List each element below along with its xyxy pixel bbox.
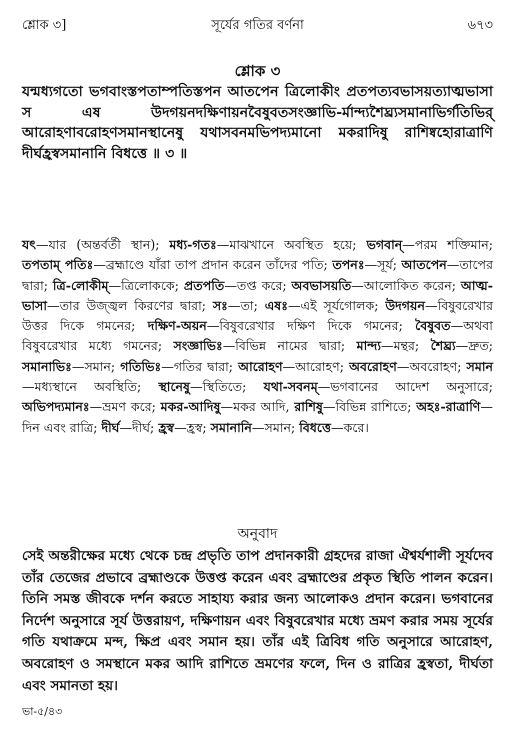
synonym-entry: আত্ম-ভাসা—তার উজ্জ্বল কিরণের দ্বারা; — [22, 277, 493, 313]
synonym-meaning: গতির দ্বারা; — [173, 358, 234, 374]
synonym-term: যথা-সবনম্ — [263, 379, 318, 395]
synonym-term: শৈঘ্র্য — [430, 338, 456, 354]
synonym-meaning: পরম শক্তিমান; — [414, 237, 493, 252]
synonym-entry: অবরোহণ—অবরোহণ; — [349, 358, 462, 374]
synonym-term: দীর্ঘ — [101, 419, 120, 435]
synonym-meaning: মকর আদি, — [233, 399, 290, 415]
synonym-entry: বিধত্তে—করে। — [299, 419, 369, 435]
synonym-entry: যথা-সবনম্—ভগবানের আদেশ অনুসারে; — [263, 379, 493, 395]
synonym-entry: অভিপদ্যমানঃ—ভ্রমণ করে; — [22, 399, 156, 415]
synonym-term: দক্ষিণ-অয়ন — [147, 318, 207, 334]
synonym-meaning: যার (অন্তর্বর্তী স্থান); — [48, 237, 160, 252]
synonym-term: আত্ম-ভাসা — [22, 277, 493, 313]
header-chapter-title: সূর্যের গতির বর্ণনা — [211, 18, 304, 33]
synonym-meaning: করে। — [343, 419, 369, 435]
synonym-entry: রাশিষু—বিভিন্ন রাশিতে; — [294, 399, 412, 415]
synonym-term: অহঃ-রাত্রাণি — [416, 399, 481, 415]
translation-paragraph: সেই অন্তরীক্ষের মধ্যে থেকে চন্দ্র প্রভৃতি তাপ প্রদানকারী গ্রহদের রাজা ঐশ্বর্যশালী সূর্যদেব তাঁর তেজের প্রভাবে ব্রহ্মাণ্ডকে উত্তপ্ত করেন এবং ব্রহ্মাণ্ডের প্রকৃত স্থিতি পালন করেন। তিনি সমস্ত জীবকে দর্শন করতে সাহায্য করার জন্য আলোকও প্রদান করেন। ভগবানের নির্দেশ অনুসারে সূর্য উত্তরায়ণ, দক্ষিণায়ন এবং বিষুবরেখার মধ্যে ভ্রমণ করার সময় সূর্যের গতি যথাক্রমে মন্দ, ক্ষিপ্র এবং সমান হয়। তাঁর এই ত্রিবিধ গতি অনুসারে আরোহণ, অবরোহণ ও সমস্থানে মকর আদি রাশিতে ভ্রমণের ফলে, দিন ও রাত্রির হ্রস্বতা, দীর্ঘতা এবং সমানতা হয়। — [22, 548, 493, 694]
synonym-term: আরোহণ — [238, 358, 283, 374]
verse-heading: শ্লোক ৩ — [234, 62, 281, 80]
synonym-meaning: সমান; — [264, 419, 296, 435]
synonym-term: ত্রি-লোকীম্ — [52, 277, 109, 293]
synonym-term: মকর-আদিষু — [160, 399, 221, 415]
synonym-meaning: অবরোহণ; — [409, 358, 462, 374]
synonym-entry: প্রতপতি—তপ্ত করে; — [183, 277, 287, 293]
synonym-entry: সমানানি—সমান; — [210, 419, 296, 435]
synonym-entry: ত্রি-লোকীম্—ত্রিলোককে; — [52, 277, 179, 293]
synonym-entry: তপনঃ—সূর্য; — [332, 257, 397, 273]
synonym-entry: সংজ্ঞাভিঃ—বিভিন্ন নামের দ্বারা; — [173, 338, 346, 354]
synonym-term: প্রতপতি — [183, 277, 225, 293]
synonym-meaning: সূর্য; — [377, 257, 397, 273]
synonym-meaning: সমান; — [84, 358, 116, 374]
synonym-meaning: মন্থর; — [393, 338, 420, 354]
page-header — [22, 16, 493, 38]
synonym-meaning: বিভিন্ন রাশিতে; — [335, 399, 412, 415]
synonym-term: গতিভিঃ — [120, 358, 162, 374]
synonym-term: এষঃ — [264, 297, 288, 313]
synonym-meaning: দীর্ঘ; — [132, 419, 155, 435]
synonym-meaning: তা; — [240, 297, 258, 313]
synonym-meaning: বিষুবরেখার উত্তর দিকে গমনের; — [22, 297, 493, 334]
synonym-meaning: বিষুবরেখার দক্ষিণ দিকে গমনের; — [219, 318, 403, 334]
synonym-term: হ্রস্ব — [158, 419, 175, 435]
synonym-entry: গতিভিঃ—গতির দ্বারা; — [120, 358, 234, 374]
synonym-meaning: স্থিতিতে; — [202, 379, 247, 395]
synonym-meaning: ভগবানের আদেশ অনুসারে; — [330, 379, 493, 395]
synonym-meaning: দ্রুত; — [468, 338, 494, 354]
header-verse-ref: শ্লোক ৩] — [22, 18, 67, 33]
word-for-word-synonyms — [22, 235, 493, 438]
synonym-meaning: আরোহণ; — [295, 358, 345, 374]
synonym-entry: দক্ষিণ-অয়ন—বিষুবরেখার দক্ষিণ দিকে গমনের; — [147, 318, 403, 334]
synonym-entry: স্থানেষু—স্থিতিতে; — [158, 379, 247, 395]
synonym-term: সমানানি — [210, 419, 252, 435]
synonym-entry: দীর্ঘ—দীর্ঘ; — [101, 419, 155, 435]
synonym-term: ভগবান্ — [366, 237, 403, 252]
synonym-entry: আতপেন—তাপের দ্বারা; — [22, 257, 493, 293]
synonym-meaning: দিন এবং রাত্রি; — [22, 419, 98, 435]
translation-heading: অনুবাদ — [237, 526, 278, 542]
synonym-entry: সঃ—তা; — [212, 297, 258, 313]
synonym-term: মান্দ্য — [356, 338, 381, 354]
synonym-entry: মকর-আদিষু—মকর আদি, — [160, 399, 290, 415]
synonym-entry: যৎ—যার (অন্তর্বর্তী স্থান); — [22, 237, 160, 252]
synonym-term: সঃ — [212, 297, 228, 313]
synonym-meaning: হ্রস্ব; — [186, 419, 207, 435]
synonym-entry: হ্রস্ব—হ্রস্ব; — [158, 419, 207, 435]
synonym-meaning: তার উজ্জ্বল কিরণের দ্বারা; — [59, 297, 206, 313]
synonym-entry: আরোহণ—আরোহণ; — [238, 358, 345, 374]
synonym-term: সমানাভিঃ — [22, 358, 72, 374]
page-footer-signature: ভা-৫/৪৩ — [22, 705, 63, 718]
synonym-entry: এষঃ—এই সূর্যগোলক; — [264, 297, 379, 313]
synonym-entry: মান্দ্য—মন্থর; — [356, 338, 420, 354]
synonym-meaning: এই সূর্যগোলক; — [300, 297, 379, 313]
synonym-meaning: অথবা বিষুবরেখার মধ্যে গমনের; — [22, 318, 493, 354]
synonym-entry: বৈষুবত—অথবা বিষুবরেখার মধ্যে গমনের; — [22, 318, 493, 354]
synonym-term: আতপেন — [401, 257, 447, 273]
synonym-entry: অহঃ-রাত্রাণি—দিন এবং রাত্রি; — [22, 399, 494, 435]
synonym-entry: মধ্য-গতঃ—মাঝখানে অবস্থিত হয়ে; — [169, 237, 357, 252]
synonym-term: সংজ্ঞাভিঃ — [173, 338, 223, 354]
synonym-entry: সমান—মধ্যস্থানে অবস্থিতি; — [22, 358, 493, 395]
synonym-meaning: মধ্যস্থানে অবস্থিতি; — [34, 379, 142, 395]
synonym-meaning: বিভিন্ন নামের দ্বারা; — [235, 338, 346, 354]
synonym-term: সমান — [466, 358, 493, 374]
synonym-term: অভিপদ্যমানঃ — [22, 399, 90, 415]
synonym-meaning: তপ্ত করে; — [236, 277, 287, 293]
synonym-meaning: তাপের দ্বারা; — [22, 257, 493, 293]
sanskrit-verse: যন্মধ্যগতো ভগবাংস্তপতাম্পতিস্তপন আতপেন ত্রিলোকীং প্রতপত্যবভাসয়ত্যাত্মভাসা স এষ উদগয়নদক্ষিণায়নবৈষুবতসংজ্ঞাভি-র্মান্দ্যশৈঘ্র্যসমানাভির্গতিভির্ আরোহণাবরোহণসমানস্থানেষু যথাসবনমভিপদ্যমানো মকরাদিষু রাশিষ্বহোরাত্রাণি দীর্ঘহ্রস্বসমানানি বিধত্তে ॥ ৩ ॥ — [22, 84, 493, 162]
synonym-entry: ভগবান্—পরম শক্তিমান; — [366, 237, 493, 252]
synonym-entry: শৈঘ্র্য—দ্রুত; — [430, 338, 494, 354]
synonym-term: স্থানেষু — [158, 379, 190, 395]
synonym-term: অবভাসয়তি — [291, 277, 352, 293]
synonym-term: উদগয়ন — [385, 297, 425, 313]
synonym-term: মধ্য-গতঃ — [169, 237, 217, 252]
synonym-term: বৈষুবত — [415, 318, 451, 334]
synonym-meaning: ব্রহ্মাণ্ডে যাঁরা তাপ প্রদান করেন তাঁদের পতি; — [105, 257, 328, 273]
synonym-term: তপনঃ — [332, 257, 365, 273]
synonym-entry: উদগয়ন—বিষুবরেখার উত্তর দিকে গমনের; — [22, 297, 493, 334]
synonym-meaning: মাঝখানে অবস্থিত হয়ে; — [229, 237, 357, 252]
synonym-term: তপতাম্ পতিঃ — [22, 257, 94, 273]
synonym-term: যৎ — [22, 237, 36, 252]
synonym-entry: তপতাম্ পতিঃ—ব্রহ্মাণ্ডে যাঁরা তাপ প্রদান করেন তাঁদের পতি; — [22, 257, 328, 273]
header-page-number: ৬৭৩ — [467, 18, 493, 33]
synonym-meaning: আলোকিত করেন; — [363, 277, 456, 293]
synonym-entry: অবভাসয়তি—আলোকিত করেন; — [291, 277, 456, 293]
synonym-meaning: ত্রিলোককে; — [121, 277, 179, 293]
synonym-term: অবরোহণ — [349, 358, 397, 374]
synonym-term: রাশিষু — [294, 399, 323, 415]
synonym-entry: সমানাভিঃ—সমান; — [22, 358, 116, 374]
synonym-term: বিধত্তে — [299, 419, 332, 435]
synonym-meaning: ভ্রমণ করে; — [102, 399, 156, 415]
